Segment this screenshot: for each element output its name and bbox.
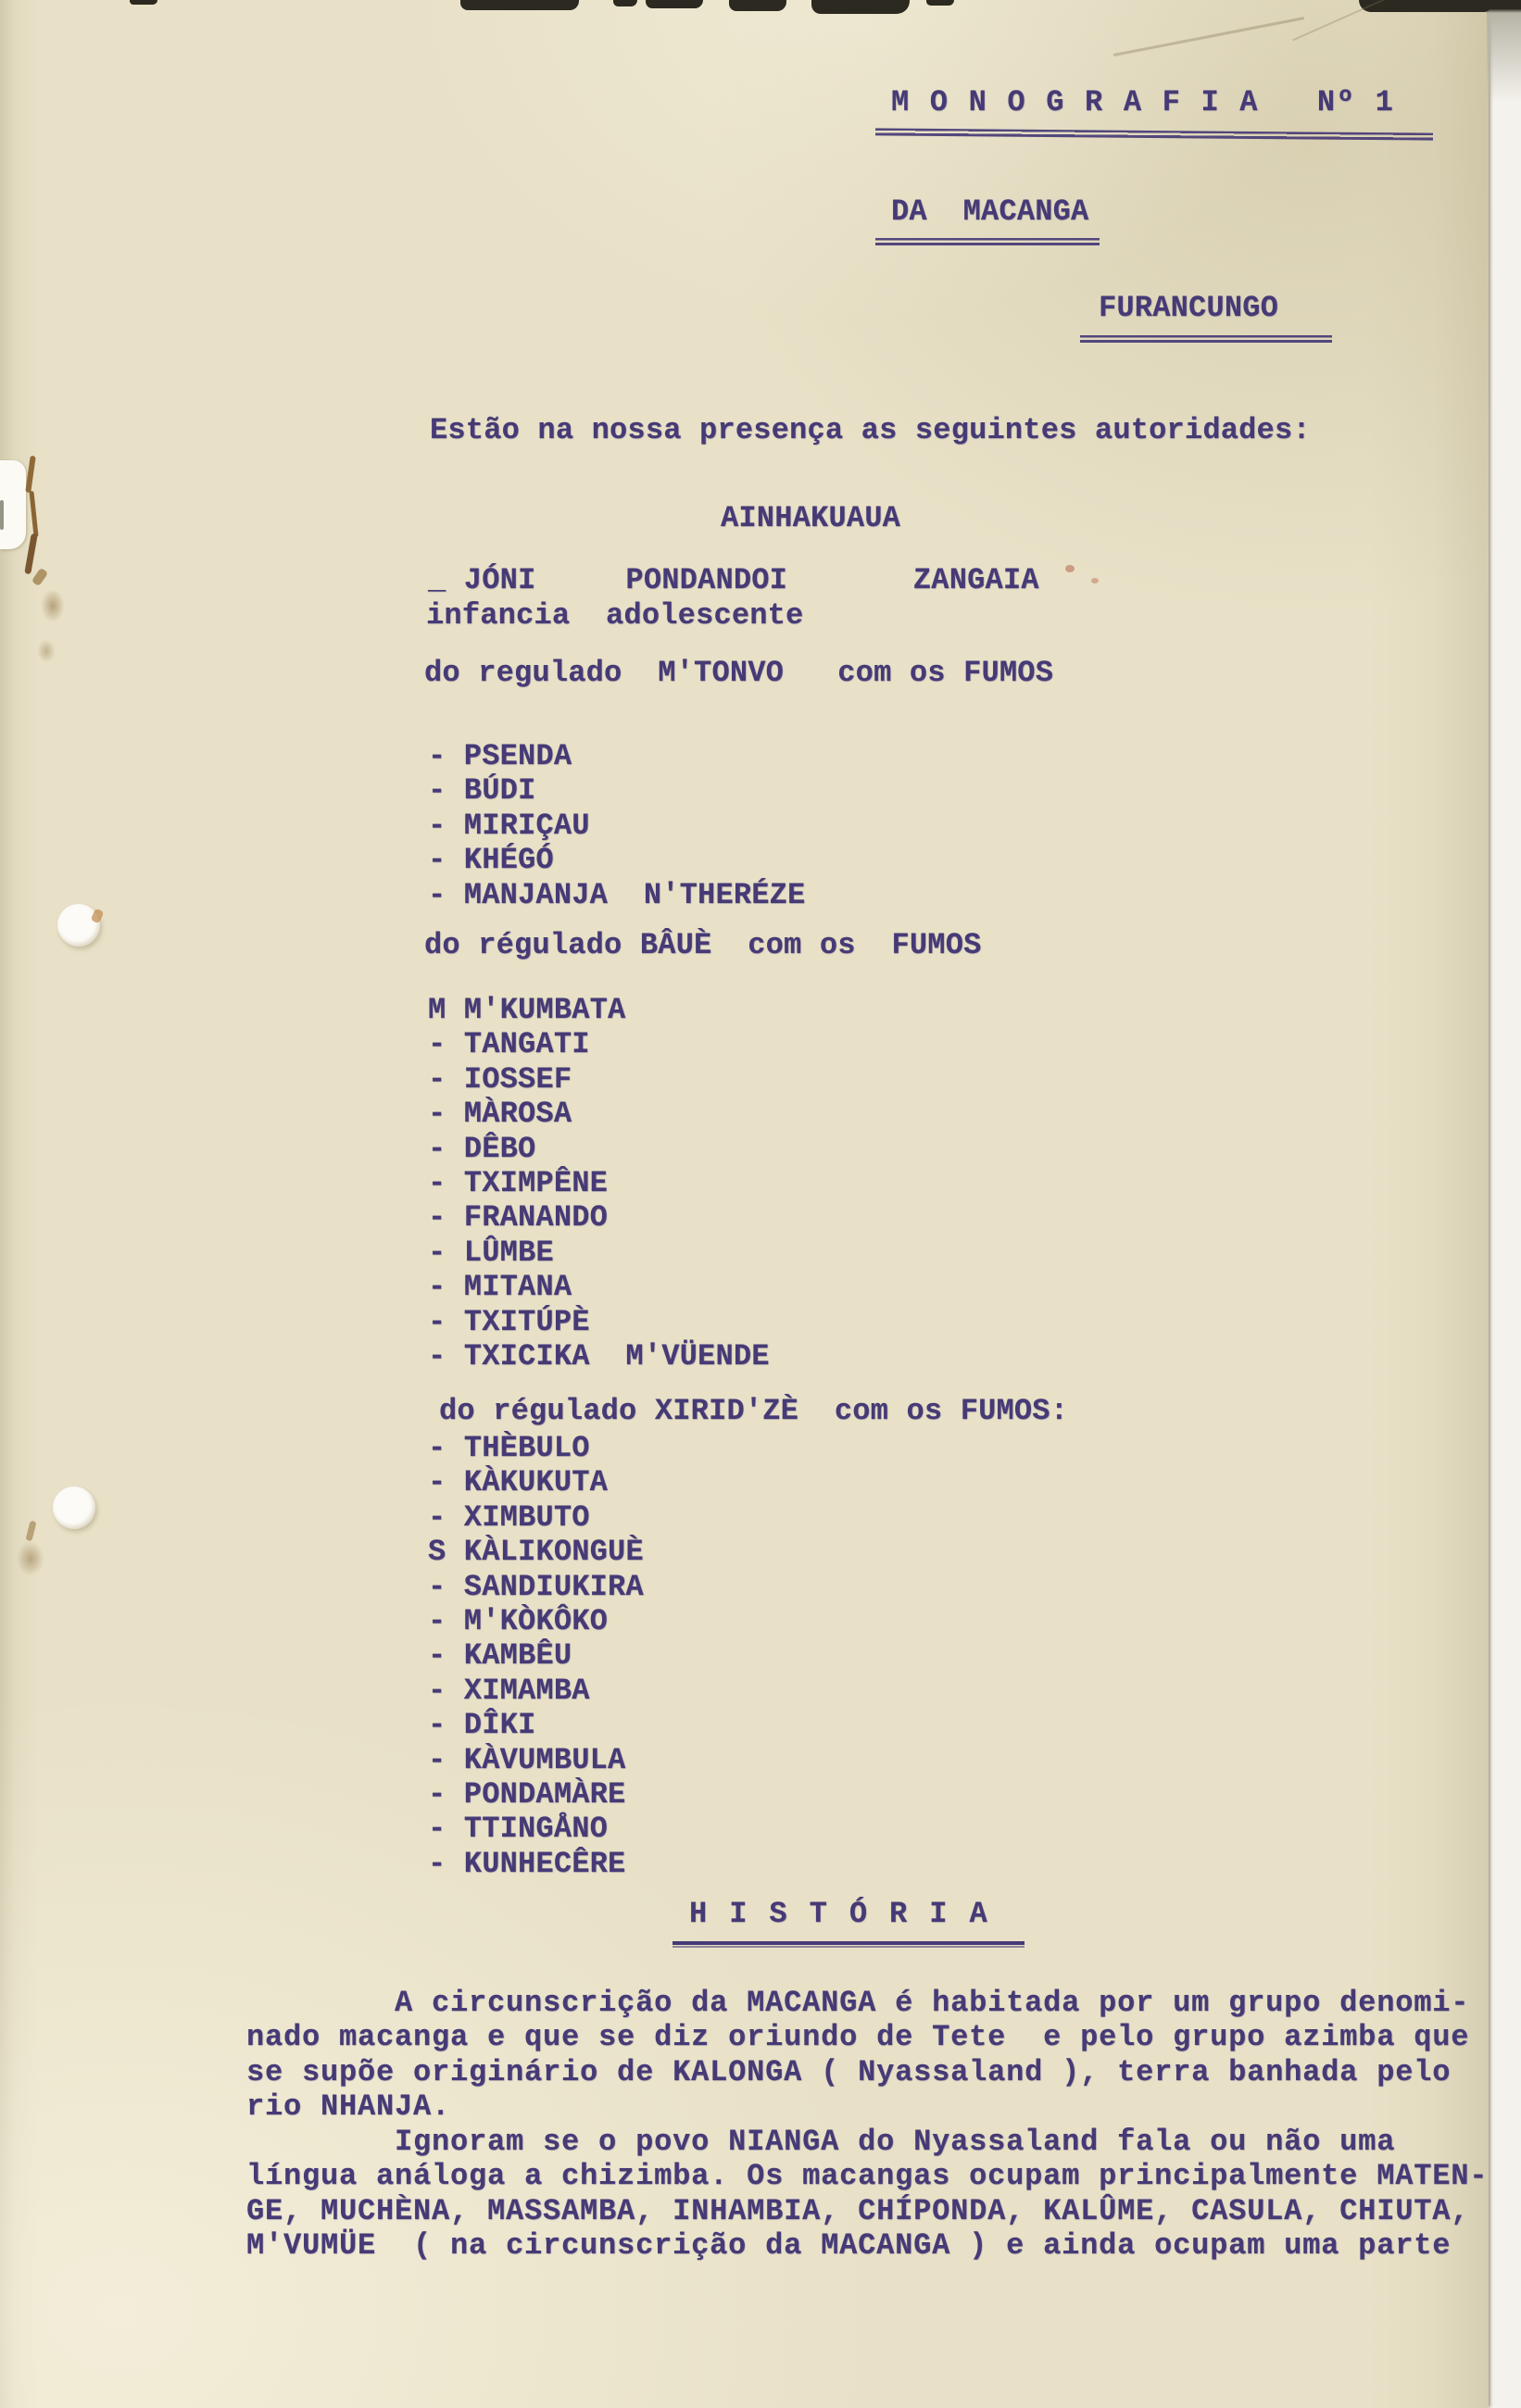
chiefs-note: infancia adolescente bbox=[426, 598, 804, 633]
regulado-baue-line: do régulado BÂUÈ com os FUMOS bbox=[424, 928, 982, 962]
torn-edge-mark bbox=[1482, 0, 1521, 9]
list-item: - SANDIUKIRA bbox=[428, 1569, 644, 1604]
torn-edge-mark bbox=[646, 0, 703, 8]
list-item: se supõe originário de KALONGA ( Nyassaland ), terra banhada pelo bbox=[246, 2054, 1452, 2089]
historia-paragraph-2 bbox=[246, 2125, 1488, 2264]
tear-mark bbox=[0, 500, 4, 530]
page-title: M O N O G R A F I A Nº 1 bbox=[891, 85, 1395, 119]
list-item: - DÎKI bbox=[428, 1708, 536, 1743]
stain bbox=[37, 639, 56, 663]
list-item: - KÀKUKUTA bbox=[428, 1465, 609, 1500]
historia-paragraph-1 bbox=[246, 1986, 1469, 2125]
torn-edge-mark bbox=[460, 0, 579, 10]
list-item: - XIMAMBA bbox=[428, 1673, 590, 1708]
list-item: M M'KUMBATA bbox=[428, 993, 626, 1027]
list-item: S KÀLIKONGUÈ bbox=[428, 1535, 644, 1570]
page-subtitle: DA MACANGA bbox=[891, 194, 1089, 229]
location-heading: FURANCUNGO bbox=[1099, 291, 1279, 325]
list-item: Ignoram se o povo NIANGA do Nyassaland fala ou não uma bbox=[246, 2125, 1396, 2159]
list-item: - IOSSEF bbox=[428, 1061, 572, 1097]
list-item: - M'KÒKÔKO bbox=[428, 1604, 609, 1639]
list-item: - KÀVUMBULA bbox=[428, 1742, 626, 1777]
historia-heading: H I S T Ó R I A bbox=[689, 1897, 990, 1931]
fumos-list-xiridze bbox=[428, 1431, 644, 1881]
list-item: - MANJANJA N'THERÉZE bbox=[428, 877, 806, 912]
stain bbox=[17, 1541, 44, 1576]
list-item: - TXICIKA M'VÜENDE bbox=[428, 1339, 770, 1374]
list-item: - TXIMPÊNE bbox=[428, 1166, 609, 1201]
list-item: - PSENDA bbox=[428, 739, 572, 773]
list-item: - TANGATI bbox=[428, 1027, 590, 1062]
list-item: rio NHANJA. bbox=[246, 2089, 451, 2125]
torn-edge-mark bbox=[130, 0, 157, 5]
list-item: - PONDAMÀRE bbox=[428, 1777, 626, 1812]
list-item: - FRANANDO bbox=[428, 1200, 609, 1235]
ink-speck bbox=[1065, 565, 1075, 572]
list-item: - KUNHECÊRE bbox=[428, 1846, 626, 1881]
list-item: - MÀROSA bbox=[428, 1097, 572, 1132]
stain bbox=[41, 589, 65, 622]
intro-line: Estão na nossa presença as seguintes autoridades: bbox=[430, 413, 1311, 447]
ainhakuaua-heading: AINHAKUAUA bbox=[721, 501, 901, 535]
list-item: - MITANA bbox=[428, 1270, 572, 1305]
regulado-mtonvo-line: do regulado M'TONVO com os FUMOS bbox=[424, 656, 1054, 690]
torn-edge-mark bbox=[729, 0, 786, 11]
fumos-list-baue bbox=[428, 993, 770, 1373]
list-item: - TTINGÅNO bbox=[428, 1812, 609, 1847]
torn-edge-mark bbox=[926, 0, 954, 6]
punch-hole bbox=[53, 1486, 95, 1529]
list-item: nado macanga e que se diz oriundo de Tete e pelo grupo azimba que bbox=[246, 2020, 1470, 2055]
torn-edge-mark bbox=[613, 0, 637, 6]
list-item: - BÚDI bbox=[428, 773, 536, 809]
chiefs-line: _ JÓNI PONDANDOI ZANGAIA bbox=[428, 563, 1039, 597]
location-underline bbox=[1080, 335, 1332, 343]
list-item: M'VUMÜE ( na circunscrição da MACANGA ) e ainda ocupam uma parte bbox=[246, 2228, 1452, 2264]
list-item: - MIRIÇAU bbox=[428, 808, 590, 843]
list-item: - XIMBUTO bbox=[428, 1499, 590, 1535]
list-item: língua análoga a chizimba. Os macangas ocupam principalmente MATEN- bbox=[246, 2159, 1489, 2194]
left-edge-tear bbox=[0, 460, 26, 549]
regulado-xiridze-line: do régulado XIRID'ZÈ com os FUMOS: bbox=[439, 1394, 1069, 1428]
subtitle-underline bbox=[875, 238, 1100, 245]
fumos-list-mtonvo bbox=[428, 739, 805, 912]
list-item: - KHÉGÓ bbox=[428, 843, 554, 878]
historia-underline bbox=[673, 1941, 1024, 1948]
list-item: - KAMBÊU bbox=[428, 1638, 572, 1674]
list-item: - TXITÚPÈ bbox=[428, 1304, 590, 1339]
ink-speck bbox=[1091, 578, 1099, 583]
scanner-background-shade bbox=[1487, 0, 1521, 111]
list-item: A circunscrição da MACANGA é habitada por um grupo denomi- bbox=[246, 1986, 1470, 2020]
list-item: - LÛMBE bbox=[428, 1235, 554, 1270]
list-item: GE, MUCHÈNA, MASSAMBA, INHAMBIA, CHÍPONDA, KALÛME, CASULA, CHIUTA, bbox=[246, 2193, 1470, 2228]
list-item: - DÊBO bbox=[428, 1131, 536, 1166]
list-item: - THÈBULO bbox=[428, 1431, 590, 1465]
torn-edge-mark bbox=[811, 0, 910, 14]
